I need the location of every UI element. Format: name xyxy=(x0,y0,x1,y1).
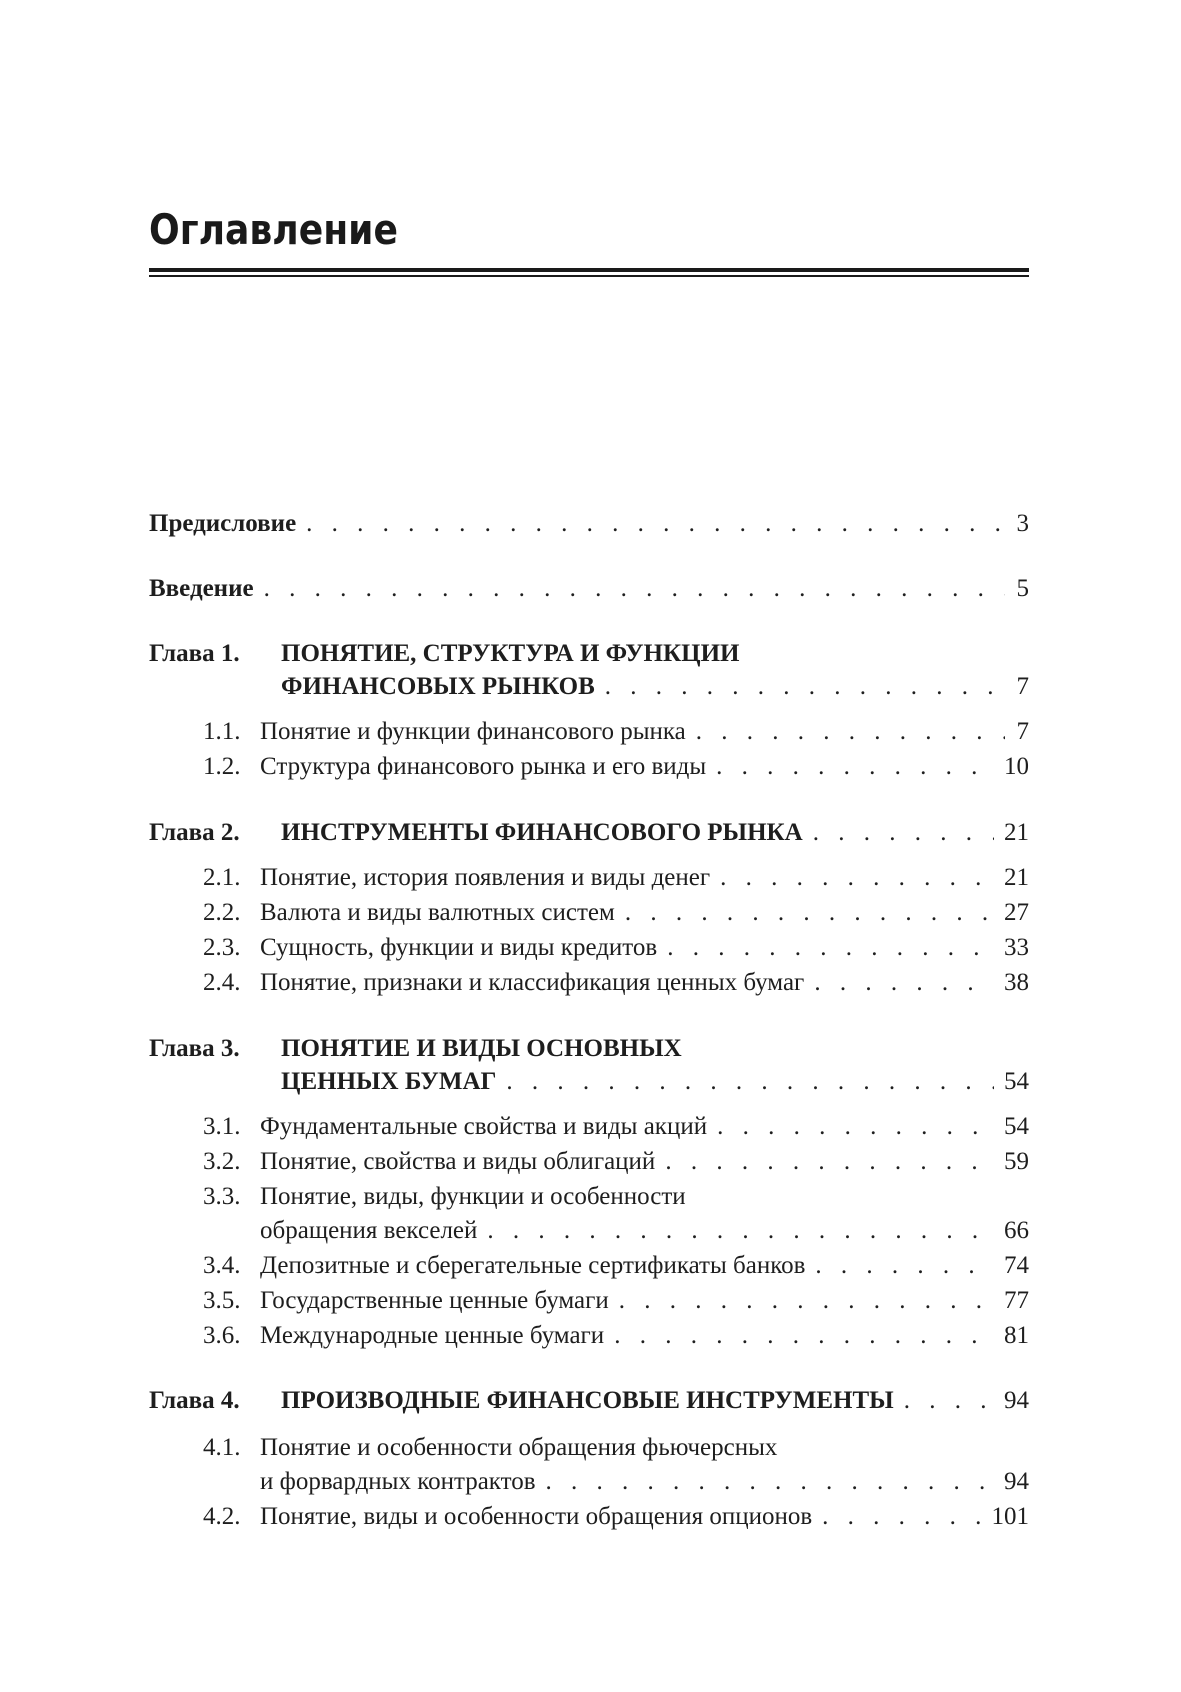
section-title[interactable]: Понятие и особенности обращения фьючерсных xyxy=(260,1434,778,1461)
toc-entry-section[interactable] xyxy=(260,1284,1029,1318)
chapter-title-line[interactable]: ПОНЯТИЕ, СТРУКТУРА И ФУНКЦИИ xyxy=(281,640,740,667)
toc-entry-section[interactable] xyxy=(260,750,1029,784)
section-title: Понятие, история появления и виды денег xyxy=(260,864,711,891)
toc-page-number: 10 xyxy=(1004,753,1029,780)
section-title: Понятие и функции финансового рынка xyxy=(260,718,686,745)
section-title: и форвардных контрактов xyxy=(260,1468,536,1495)
section-number: 3.6. xyxy=(203,1322,241,1349)
section-number: 4.1. xyxy=(203,1434,241,1461)
toc-entry-label: Введение xyxy=(149,575,254,602)
section-title: Депозитные и сберегательные сертификаты банков xyxy=(260,1252,806,1279)
section-title: Понятие, свойства и виды облигаций xyxy=(260,1148,656,1175)
chapter-title-line[interactable]: ПОНЯТИЕ И ВИДЫ ОСНОВНЫХ xyxy=(281,1035,682,1062)
toc-page-number: 3 xyxy=(1016,510,1029,537)
toc-entry-intro[interactable] xyxy=(149,572,1029,606)
section-number: 2.3. xyxy=(203,934,241,961)
section-number: 1.1. xyxy=(203,718,241,745)
chapter-label: Глава 1. xyxy=(149,640,240,667)
toc-entry-label: Предисловие xyxy=(149,510,297,537)
dot-leader xyxy=(614,1319,994,1353)
dot-leader xyxy=(506,1065,994,1099)
dot-leader xyxy=(813,816,994,850)
dot-leader xyxy=(717,1110,994,1144)
toc-page-number: 7 xyxy=(1016,718,1029,745)
toc-entry-section[interactable] xyxy=(260,1110,1029,1144)
section-title: Фундаментальные свойства и виды акций xyxy=(260,1113,708,1140)
section-number: 3.2. xyxy=(203,1148,241,1175)
toc-entry-section[interactable] xyxy=(260,715,1029,749)
section-number: 3.3. xyxy=(203,1183,241,1210)
toc-entry-chapter-3[interactable] xyxy=(281,1065,1029,1099)
page-title: Оглавление xyxy=(149,205,398,254)
toc-entry-section[interactable] xyxy=(260,861,1029,895)
section-title: Международные ценные бумаги xyxy=(260,1322,605,1349)
dot-leader xyxy=(665,1145,994,1179)
toc-page-number: 94 xyxy=(1004,1387,1029,1414)
toc-entry-chapter-1[interactable] xyxy=(281,670,1029,704)
toc-page-number: 5 xyxy=(1016,575,1029,602)
chapter-label: Глава 3. xyxy=(149,1035,240,1062)
toc-entry-chapter-4[interactable] xyxy=(281,1384,1029,1418)
toc-entry-section[interactable] xyxy=(260,966,1029,1000)
toc-entry-section[interactable] xyxy=(260,1214,1029,1248)
dot-leader xyxy=(716,750,994,784)
toc-entry-preface[interactable] xyxy=(149,507,1029,541)
toc-page-number: 7 xyxy=(1016,673,1029,700)
section-number: 1.2. xyxy=(203,753,241,780)
toc-page-number: 27 xyxy=(1004,899,1029,926)
dot-leader xyxy=(815,1249,994,1283)
chapter-title-line: ФИНАНСОВЫХ РЫНКОВ xyxy=(281,673,595,700)
section-number: 2.4. xyxy=(203,969,241,996)
section-title: Структура финансового рынка и его виды xyxy=(260,753,707,780)
toc-page-number: 101 xyxy=(991,1503,1029,1530)
dot-leader xyxy=(487,1214,994,1248)
section-number: 2.1. xyxy=(203,864,241,891)
toc-entry-section[interactable] xyxy=(260,1319,1029,1353)
dot-leader xyxy=(625,896,994,930)
dot-leader xyxy=(605,670,1005,704)
toc-entry-section[interactable] xyxy=(260,1500,1029,1534)
chapter-title-line: ИНСТРУМЕНТЫ ФИНАНСОВОГО РЫНКА xyxy=(281,819,803,846)
toc-entry-chapter-2[interactable] xyxy=(281,816,1029,850)
toc-page-number: 54 xyxy=(1004,1068,1029,1095)
toc-page-number: 77 xyxy=(1004,1287,1029,1314)
section-title[interactable]: Понятие, виды, функции и особенности xyxy=(260,1183,686,1210)
section-title: Валюта и виды валютных систем xyxy=(260,899,615,926)
toc-page-number: 33 xyxy=(1004,934,1029,961)
section-title: Государственные ценные бумаги xyxy=(260,1287,609,1314)
toc-page-number: 21 xyxy=(1004,819,1029,846)
dot-leader xyxy=(667,931,994,965)
chapter-label: Глава 4. xyxy=(149,1387,240,1414)
toc-page-number: 81 xyxy=(1004,1322,1029,1349)
toc-page-number: 38 xyxy=(1004,969,1029,996)
toc-entry-section[interactable] xyxy=(260,896,1029,930)
section-number: 3.1. xyxy=(203,1113,241,1140)
section-title: обращения векселей xyxy=(260,1217,478,1244)
dot-leader xyxy=(696,715,1005,749)
dot-leader xyxy=(264,572,1005,606)
dot-leader xyxy=(904,1384,994,1418)
dot-leader xyxy=(814,966,994,1000)
section-title: Сущность, функции и виды кредитов xyxy=(260,934,658,961)
dot-leader xyxy=(546,1465,994,1499)
toc-page-number: 54 xyxy=(1004,1113,1029,1140)
section-title: Понятие, виды и особенности обращения опционов xyxy=(260,1503,813,1530)
section-number: 3.5. xyxy=(203,1287,241,1314)
dot-leader xyxy=(619,1284,994,1318)
chapter-label: Глава 2. xyxy=(149,819,240,846)
chapter-title-line: ПРОИЗВОДНЫЕ ФИНАНСОВЫЕ ИНСТРУМЕНТЫ xyxy=(281,1387,894,1414)
toc-page-number: 66 xyxy=(1004,1217,1029,1244)
toc-entry-section[interactable] xyxy=(260,931,1029,965)
toc-entry-section[interactable] xyxy=(260,1249,1029,1283)
toc-entry-section[interactable] xyxy=(260,1465,1029,1499)
dot-leader xyxy=(822,1500,981,1534)
toc-page-number: 21 xyxy=(1004,864,1029,891)
dot-leader xyxy=(306,507,1005,541)
toc-page-number: 94 xyxy=(1004,1468,1029,1495)
section-number: 3.4. xyxy=(203,1252,241,1279)
toc-page-number: 74 xyxy=(1004,1252,1029,1279)
section-number: 2.2. xyxy=(203,899,241,926)
toc-entry-section[interactable] xyxy=(260,1145,1029,1179)
section-number: 4.2. xyxy=(203,1503,241,1530)
dot-leader xyxy=(720,861,994,895)
toc-page-number: 59 xyxy=(1004,1148,1029,1175)
section-title: Понятие, признаки и классификация ценных бумаг xyxy=(260,969,805,996)
chapter-title-line: ЦЕННЫХ БУМАГ xyxy=(281,1068,497,1095)
